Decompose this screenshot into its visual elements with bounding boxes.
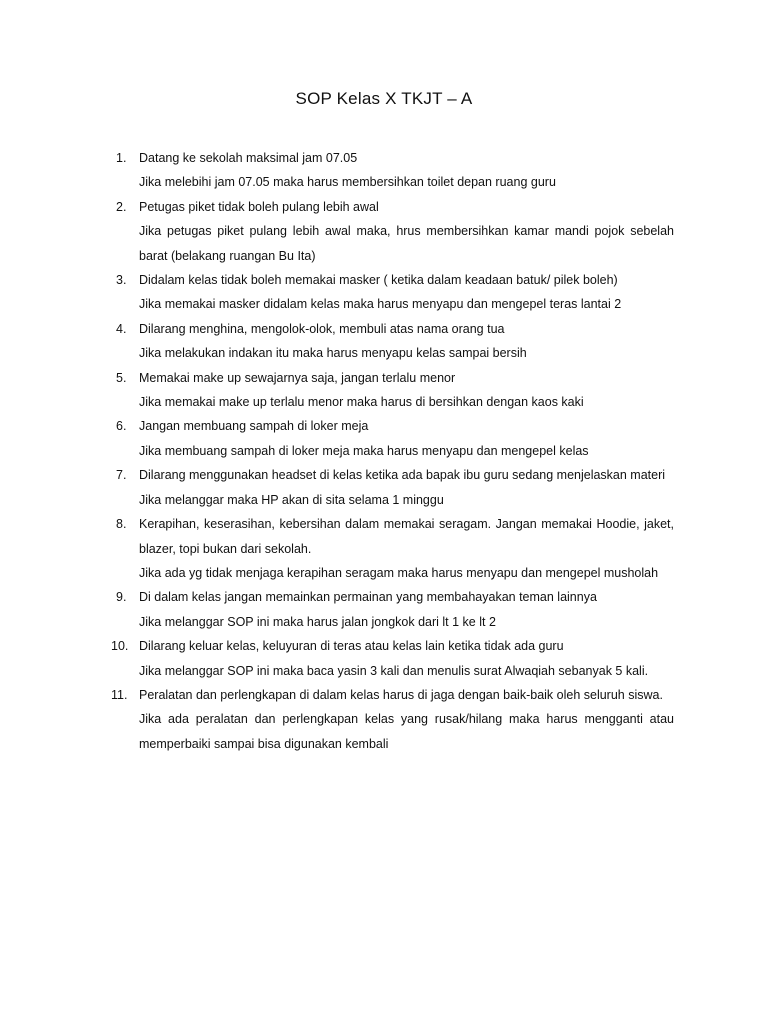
list-item-2	[0, 195, 768, 268]
item-number: 8.	[116, 517, 127, 532]
item-number: 6.	[116, 419, 127, 434]
rule-text: Peralatan dan perlengkapan di dalam kelas harus di jaga dengan baik-baik oleh seluruh siswa.	[139, 687, 663, 702]
list-item-10	[0, 634, 768, 683]
item-number: 11.	[111, 687, 128, 702]
item-content	[139, 512, 674, 585]
consequence-text: Jika melanggar SOP ini maka baca yasin 3 kali dan menulis surat Alwaqiah sebanyak 5 kali.	[139, 663, 649, 678]
rule-text: Memakai make up sewajarnya saja, jangan terlalu menor	[139, 370, 456, 385]
consequence-text: Jika ada yg tidak menjaga kerapihan seragam maka harus menyapu dan mengepel musholah	[139, 565, 659, 580]
rule-text: Dilarang menghina, mengolok-olok, membuli atas nama orang tua	[139, 321, 505, 336]
item-number: 4.	[116, 321, 127, 336]
list-item-8	[0, 512, 768, 585]
list-item-7	[0, 463, 768, 512]
item-content	[139, 683, 674, 756]
item-content	[139, 317, 674, 366]
item-content	[139, 634, 674, 683]
item-number: 1.	[116, 151, 127, 165]
item-content	[139, 146, 674, 195]
document-title: SOP Kelas X TKJT – A	[295, 89, 473, 108]
rule-text: Di dalam kelas jangan memainkan permainan yang membahayakan teman lainnya	[139, 590, 597, 605]
consequence-text: Jika petugas piket pulang lebih awal maka, hrus membersihkan kamar mandi pojok sebelah barat (belakang ruangan Bu Ita)	[139, 224, 674, 263]
consequence-text: Jika ada peralatan dan perlengkapan kelas yang rusak/hilang maka harus mengganti atau memperbaiki sampai bisa digunakan kembali	[139, 712, 674, 751]
item-content	[139, 268, 674, 317]
consequence-text: Jika melanggar maka HP akan di sita selama 1 minggu	[139, 492, 444, 507]
item-number: 10.	[111, 639, 129, 654]
list-item-5	[0, 366, 768, 415]
item-number: 3.	[116, 273, 127, 288]
rule-text: Dilarang menggunakan headset di kelas ketika ada bapak ibu guru sedang menjelaskan materi	[139, 468, 666, 483]
list-item-6	[0, 414, 768, 463]
item-content	[139, 414, 674, 463]
list-item-3	[0, 268, 768, 317]
list-item-11	[0, 683, 768, 756]
item-number: 9.	[116, 590, 127, 605]
rule-text: Kerapihan, keserasihan, kebersihan dalam memakai seragam. Jangan memakai Hoodie, jaket, blazer, topi bukan dari sekolah.	[139, 517, 674, 556]
item-content	[139, 366, 674, 415]
consequence-text: Jika membuang sampah di loker meja maka harus menyapu dan mengepel kelas	[139, 443, 589, 458]
list-item-4	[0, 317, 768, 366]
consequence-text: Jika melebihi jam 07.05 maka harus membersihkan toilet depan ruang guru	[139, 175, 556, 190]
rule-text: Didalam kelas tidak boleh memakai masker ( ketika dalam keadaan batuk/ pilek boleh)	[139, 273, 618, 288]
item-number: 7.	[116, 468, 127, 483]
consequence-text: Jika memakai make up terlalu menor maka harus di bersihkan dengan kaos kaki	[139, 395, 584, 410]
list-item-9	[0, 585, 768, 634]
rule-text: Dilarang keluar kelas, keluyuran di teras atau kelas lain ketika tidak ada guru	[139, 639, 564, 654]
item-content	[139, 463, 674, 512]
consequence-text: Jika melakukan indakan itu maka harus menyapu kelas sampai bersih	[139, 346, 527, 361]
consequence-text: Jika melanggar SOP ini maka harus jalan jongkok dari lt 1 ke lt 2	[139, 614, 496, 629]
list-item-1	[0, 146, 768, 195]
rule-text: Jangan membuang sampah di loker meja	[139, 419, 369, 434]
sop-list	[0, 146, 768, 756]
consequence-text: Jika memakai masker didalam kelas maka harus menyapu dan mengepel teras lantai 2	[139, 297, 622, 312]
item-number: 2.	[116, 199, 127, 214]
item-content	[139, 195, 674, 268]
item-content	[139, 585, 674, 634]
rule-text: Datang ke sekolah maksimal jam 07.05	[139, 151, 358, 165]
rule-text: Petugas piket tidak boleh pulang lebih awal	[139, 199, 379, 214]
item-number: 5.	[116, 370, 127, 385]
